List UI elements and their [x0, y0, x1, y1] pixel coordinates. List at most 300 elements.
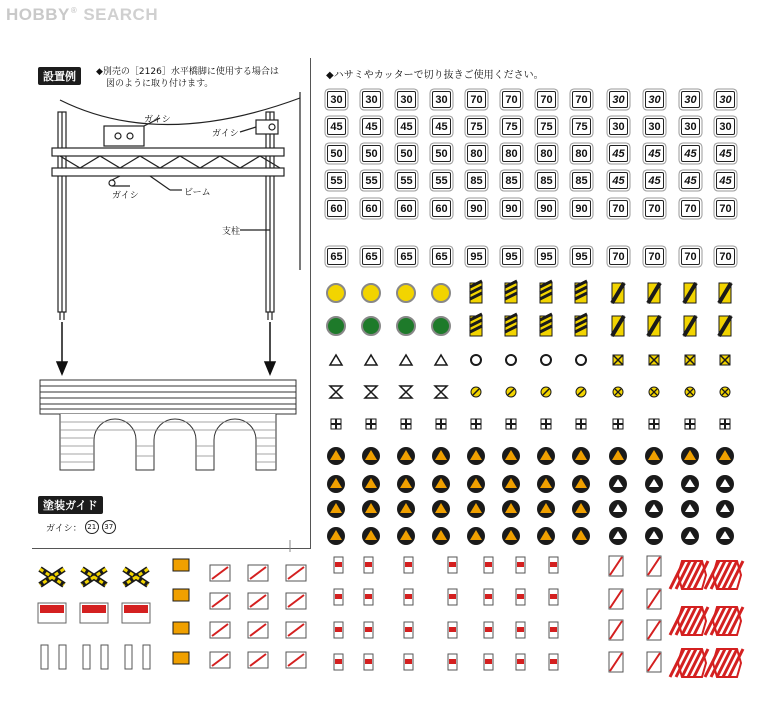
post-marker-band [517, 659, 524, 664]
plus-marker [366, 419, 376, 429]
orange-plate [173, 589, 189, 601]
cut-instruction: ◆ハサミやカッターで切り抜きご使用ください。 [326, 70, 544, 81]
striped-hex-stripe [694, 561, 708, 589]
speed-sign: 95 [537, 248, 556, 265]
post-marker [549, 557, 558, 573]
post-marker-band [449, 659, 456, 664]
speed-sign: 45 [645, 145, 664, 162]
orange-warning-disc [327, 500, 345, 518]
hazard-stripe-sign [470, 316, 482, 336]
plus-marker [436, 419, 446, 429]
diagonal-plate [647, 556, 661, 576]
hazard-stripe-sign [505, 316, 517, 336]
orange-warning-disc [572, 447, 590, 465]
orange-warning-disc [397, 447, 415, 465]
orange-warning-triangle [470, 530, 482, 540]
orange-warning-disc [397, 500, 415, 518]
post-marker-band [550, 659, 557, 664]
speed-sign: 85 [572, 172, 591, 189]
pole-label: 支柱 [222, 227, 241, 237]
diagonal-plate [609, 652, 623, 672]
red-slash [212, 595, 228, 607]
speed-sign: 75 [537, 118, 556, 135]
white-triangle [649, 504, 659, 512]
red-slash-plate [248, 565, 268, 581]
post-marker-band [405, 562, 412, 567]
hazard-diagonal [648, 316, 660, 336]
speed-sign: 85 [467, 172, 486, 189]
logo-reg: ® [70, 6, 78, 15]
speed-sign: 60 [397, 200, 416, 217]
speed-sign: 45 [432, 118, 451, 135]
hazard-stripe [470, 326, 482, 332]
post-marker [364, 589, 373, 605]
post-marker [516, 654, 525, 670]
striped-hex-stripe [676, 561, 690, 589]
ring-marker [541, 355, 551, 365]
caution-plate-band [124, 605, 148, 613]
white-triangle [685, 479, 695, 487]
cross-disc [720, 387, 730, 397]
post-marker-band [485, 594, 492, 599]
hazard-stripe-sign [575, 283, 587, 303]
hazard-stripe [505, 314, 517, 320]
post-marker-band [365, 594, 372, 599]
speed-sign: 90 [502, 200, 521, 217]
striped-hex-sign [713, 607, 741, 635]
diagonal-plate [609, 589, 623, 609]
hazard-stripe [575, 281, 587, 287]
orange-warning-disc [397, 527, 415, 545]
plus-marker [576, 419, 586, 429]
hazard-diagonal [612, 283, 624, 303]
plus-marker-cross [436, 419, 446, 429]
slash-disc-line [543, 389, 549, 395]
crossing-sign-back [40, 569, 64, 585]
hazard-diagonal [684, 283, 696, 303]
striped-hex-stripe [670, 649, 684, 677]
speed-sign: 90 [537, 200, 556, 217]
diagonal-plate [647, 652, 661, 672]
insulator-top-label: ガイシ [144, 115, 171, 125]
speed-sign: 80 [537, 145, 556, 162]
orange-warning-disc [572, 475, 590, 493]
hazard-stripe-sign [470, 283, 482, 303]
speed-sign: 70 [645, 200, 664, 217]
white-triangle [685, 504, 695, 512]
orange-warning-triangle [435, 450, 447, 460]
hourglass-marker [330, 386, 342, 398]
white-triangle-disc [716, 527, 734, 545]
orange-warning-disc [645, 447, 663, 465]
post-marker [516, 557, 525, 573]
plus-marker-cross [401, 419, 411, 429]
orange-warning-disc [609, 447, 627, 465]
diagonal-plate-line [648, 590, 660, 608]
speed-sign: 30 [432, 91, 451, 108]
diagonal-plate-line [610, 557, 622, 575]
logo-search: SEARCH [83, 5, 159, 24]
post-marker-band [405, 594, 412, 599]
orange-warning-triangle [330, 478, 342, 488]
speed-sign: 30 [681, 118, 700, 135]
post-marker [334, 654, 343, 670]
speed-sign: 80 [572, 145, 591, 162]
red-slash-plate [210, 652, 230, 668]
post-marker-band [365, 627, 372, 632]
plus-marker [331, 419, 341, 429]
post-marker [334, 589, 343, 605]
diagonal-plate-line [610, 653, 622, 671]
orange-warning-disc [362, 447, 380, 465]
red-slash [250, 567, 266, 579]
striped-hex-stripe [682, 561, 696, 589]
orange-warning-disc [537, 500, 555, 518]
orange-plate [173, 622, 189, 634]
speed-sign: 55 [432, 172, 451, 189]
speed-sign: 75 [502, 118, 521, 135]
striped-hex-stripe [717, 607, 731, 635]
hazard-diagonal-sign [648, 283, 660, 303]
red-slash-plate [248, 652, 268, 668]
plus-marker-cross [576, 419, 586, 429]
orange-warning-triangle [435, 530, 447, 540]
orange-warning-triangle [575, 503, 587, 513]
slash-disc [576, 387, 586, 397]
striped-hex-stripe [729, 649, 743, 677]
post-marker-band [550, 594, 557, 599]
post-marker-band [550, 627, 557, 632]
speed-sign: 70 [537, 91, 556, 108]
post-marker-band [335, 562, 342, 567]
post-marker [364, 654, 373, 670]
speed-sign: 45 [327, 118, 346, 135]
hazard-stripe [505, 287, 517, 293]
orange-warning-triangle [470, 478, 482, 488]
crossing-sign-stripes [40, 569, 64, 585]
orange-warning-triangle [505, 450, 517, 460]
diagonal-plate-line [648, 653, 660, 671]
speed-sign: 45 [716, 172, 735, 189]
beam-label: ビーム [184, 188, 211, 198]
caution-plate-band [40, 605, 64, 613]
post-marker [484, 654, 493, 670]
orange-warning-triangle [575, 530, 587, 540]
speed-sign: 45 [681, 145, 700, 162]
post-marker-band [517, 562, 524, 567]
red-slash [288, 624, 304, 636]
striped-hex-stripe [711, 649, 725, 677]
diagonal-plate-line [648, 557, 660, 575]
orange-warning-disc [397, 475, 415, 493]
speed-sign: 80 [502, 145, 521, 162]
plus-marker-cross [613, 419, 623, 429]
orange-warning-triangle [505, 503, 517, 513]
speed-sign: 45 [397, 118, 416, 135]
post-marker [549, 654, 558, 670]
red-slash-plate [248, 593, 268, 609]
speed-sign: 60 [432, 200, 451, 217]
striped-hex-sign [713, 561, 741, 589]
white-triangle-disc [645, 527, 663, 545]
speed-sign: 85 [537, 172, 556, 189]
speed-sign: 70 [467, 91, 486, 108]
white-triangle [613, 531, 623, 539]
orange-warning-triangle [575, 478, 587, 488]
hazard-stripe-sign [575, 316, 587, 336]
plus-marker-cross [720, 419, 730, 429]
hazard-stripe [540, 293, 552, 299]
striped-hex-stripe [676, 649, 690, 677]
hazard-stripe-sign [540, 283, 552, 303]
post-marker [334, 622, 343, 638]
paint-guide-label: 塗装ガイド [38, 496, 103, 514]
striped-hex-stripe [694, 649, 708, 677]
white-triangle [720, 479, 730, 487]
speed-sign: 70 [681, 200, 700, 217]
white-triangle [613, 504, 623, 512]
striped-hex-stripe [688, 607, 702, 635]
speed-sign: 80 [467, 145, 486, 162]
plus-marker [471, 419, 481, 429]
insulator-right-label: ガイシ [212, 129, 239, 139]
red-slash-plate [286, 652, 306, 668]
diagonal-plate-line [648, 621, 660, 639]
speed-sign: 85 [502, 172, 521, 189]
post-marker [404, 654, 413, 670]
orange-warning-disc [716, 447, 734, 465]
red-slash [212, 654, 228, 666]
orange-warning-disc [327, 475, 345, 493]
white-triangle [613, 479, 623, 487]
striped-hex-stripe [729, 607, 743, 635]
striped-hex-stripe [676, 607, 690, 635]
speed-sign: 45 [609, 172, 628, 189]
diagonal-plate [647, 620, 661, 640]
orange-warning-triangle [684, 450, 696, 460]
post-marker-band [449, 627, 456, 632]
orange-warning-disc [327, 447, 345, 465]
orange-warning-triangle [365, 503, 377, 513]
orange-warning-triangle [365, 530, 377, 540]
hazard-stripe [575, 293, 587, 299]
red-slash-plate [210, 622, 230, 638]
signal-lamp [327, 317, 345, 335]
hazard-diagonal-sign [612, 283, 624, 303]
triangle-marker [330, 355, 342, 365]
setup-note [96, 66, 279, 90]
orange-warning-disc [362, 527, 380, 545]
speed-sign: 30 [609, 118, 628, 135]
plus-marker [649, 419, 659, 429]
speed-sign: 70 [645, 248, 664, 265]
orange-warning-disc [432, 447, 450, 465]
setup-example-label: 設置例 [38, 67, 81, 85]
signal-lamp [362, 284, 380, 302]
red-slash [288, 654, 304, 666]
white-triangle-disc [645, 475, 663, 493]
post-marker [448, 589, 457, 605]
slash-disc-line [578, 389, 584, 395]
setup-panel [32, 58, 311, 549]
hazard-diagonal [719, 316, 731, 336]
hazard-diagonal-sign [719, 283, 731, 303]
striped-hex-stripe [682, 607, 696, 635]
speed-sign: 70 [681, 248, 700, 265]
striped-hex-stripe [682, 649, 696, 677]
vertical-plate [59, 645, 66, 669]
orange-warning-triangle [540, 478, 552, 488]
ring-marker [576, 355, 586, 365]
white-triangle-disc [681, 500, 699, 518]
white-triangle [685, 531, 695, 539]
plus-marker [506, 419, 516, 429]
striped-hex-stripe [723, 561, 737, 589]
signal-lamp [362, 317, 380, 335]
hazard-stripe [470, 287, 482, 293]
post-marker [516, 589, 525, 605]
cross-disc-x [687, 389, 693, 395]
white-triangle-disc [716, 500, 734, 518]
red-slash [212, 624, 228, 636]
post-marker-band [405, 627, 412, 632]
orange-warning-triangle [540, 503, 552, 513]
post-marker-band [335, 659, 342, 664]
signal-lamp [432, 284, 450, 302]
hazard-stripe [540, 314, 552, 320]
speed-sign: 55 [327, 172, 346, 189]
orange-warning-disc [467, 500, 485, 518]
diagonal-plate [647, 589, 661, 609]
orange-warning-triangle [540, 530, 552, 540]
setup-note-line1: ◆別売の［2126］水平橋脚に使用する場合は [96, 67, 279, 77]
hazard-stripe [575, 287, 587, 293]
speed-sign: 60 [327, 200, 346, 217]
speed-sign: 30 [609, 91, 628, 108]
hazard-stripe [505, 293, 517, 299]
orange-warning-disc [467, 475, 485, 493]
post-marker-band [365, 562, 372, 567]
orange-warning-disc [432, 475, 450, 493]
orange-warning-disc [467, 527, 485, 545]
hazard-stripe [470, 293, 482, 299]
vertical-plate [83, 645, 90, 669]
red-slash [250, 595, 266, 607]
post-marker-band [517, 627, 524, 632]
white-triangle [649, 531, 659, 539]
orange-warning-triangle [330, 450, 342, 460]
post-marker-band [485, 562, 492, 567]
vertical-plate [125, 645, 132, 669]
white-triangle-disc [609, 475, 627, 493]
signal-lamp [397, 284, 415, 302]
slash-disc [541, 387, 551, 397]
speed-sign: 30 [716, 91, 735, 108]
signal-lamp [432, 317, 450, 335]
speed-sign: 95 [502, 248, 521, 265]
x-marker [685, 355, 695, 365]
speed-sign: 30 [397, 91, 416, 108]
white-triangle [720, 504, 730, 512]
post-marker [484, 557, 493, 573]
speed-sign: 95 [467, 248, 486, 265]
white-triangle-disc [716, 475, 734, 493]
ring-marker [471, 355, 481, 365]
post-marker-band [335, 627, 342, 632]
paint-color-2: 37 [102, 520, 116, 534]
hourglass-marker [435, 386, 447, 398]
red-slash-plate [210, 593, 230, 609]
striped-hex-sign [678, 607, 706, 635]
speed-sign: 55 [397, 172, 416, 189]
orange-warning-triangle [330, 503, 342, 513]
caution-plate [122, 603, 150, 623]
speed-sign: 70 [716, 200, 735, 217]
hazard-stripe [540, 287, 552, 293]
x-marker [649, 355, 659, 365]
diagonal-plate-line [610, 590, 622, 608]
x-marker [720, 355, 730, 365]
x-marker-cross [649, 355, 659, 365]
orange-warning-disc [681, 447, 699, 465]
striped-hex-stripe [729, 561, 743, 589]
speed-sign: 70 [572, 91, 591, 108]
speed-sign: 30 [681, 91, 700, 108]
red-slash [250, 624, 266, 636]
hazard-stripe [540, 281, 552, 287]
orange-warning-triangle [330, 530, 342, 540]
hazard-stripe [540, 320, 552, 326]
hazard-diagonal [612, 316, 624, 336]
post-marker-band [449, 562, 456, 567]
hazard-diagonal-sign [612, 316, 624, 336]
post-marker-band [517, 594, 524, 599]
orange-warning-triangle [365, 450, 377, 460]
white-triangle-disc [681, 475, 699, 493]
orange-warning-disc [502, 475, 520, 493]
speed-sign: 30 [362, 91, 381, 108]
speed-sign: 50 [327, 145, 346, 162]
setup-note-line2: 図のように取り付けます。 [106, 79, 214, 89]
striped-hex-stripe [723, 607, 737, 635]
speed-sign: 50 [432, 145, 451, 162]
hazard-stripe [505, 326, 517, 332]
slash-disc [471, 387, 481, 397]
hazard-stripe-sign [505, 283, 517, 303]
speed-sign: 30 [327, 91, 346, 108]
orange-warning-triangle [505, 530, 517, 540]
post-marker [549, 622, 558, 638]
speed-sign: 95 [572, 248, 591, 265]
white-triangle [720, 531, 730, 539]
speed-sign: 45 [609, 145, 628, 162]
x-marker [613, 355, 623, 365]
hazard-diagonal [719, 283, 731, 303]
cross-disc [613, 387, 623, 397]
x-marker-cross [685, 355, 695, 365]
hazard-stripe [575, 326, 587, 332]
orange-plate [173, 559, 189, 571]
speed-sign: 70 [716, 248, 735, 265]
red-slash [288, 595, 304, 607]
insulator-bottom-label: ガイシ [112, 191, 139, 201]
orange-warning-triangle [612, 450, 624, 460]
striped-hex-stripe [711, 561, 725, 589]
hazard-diagonal [648, 283, 660, 303]
speed-sign: 70 [609, 248, 628, 265]
plus-marker-cross [366, 419, 376, 429]
red-slash-plate [248, 622, 268, 638]
